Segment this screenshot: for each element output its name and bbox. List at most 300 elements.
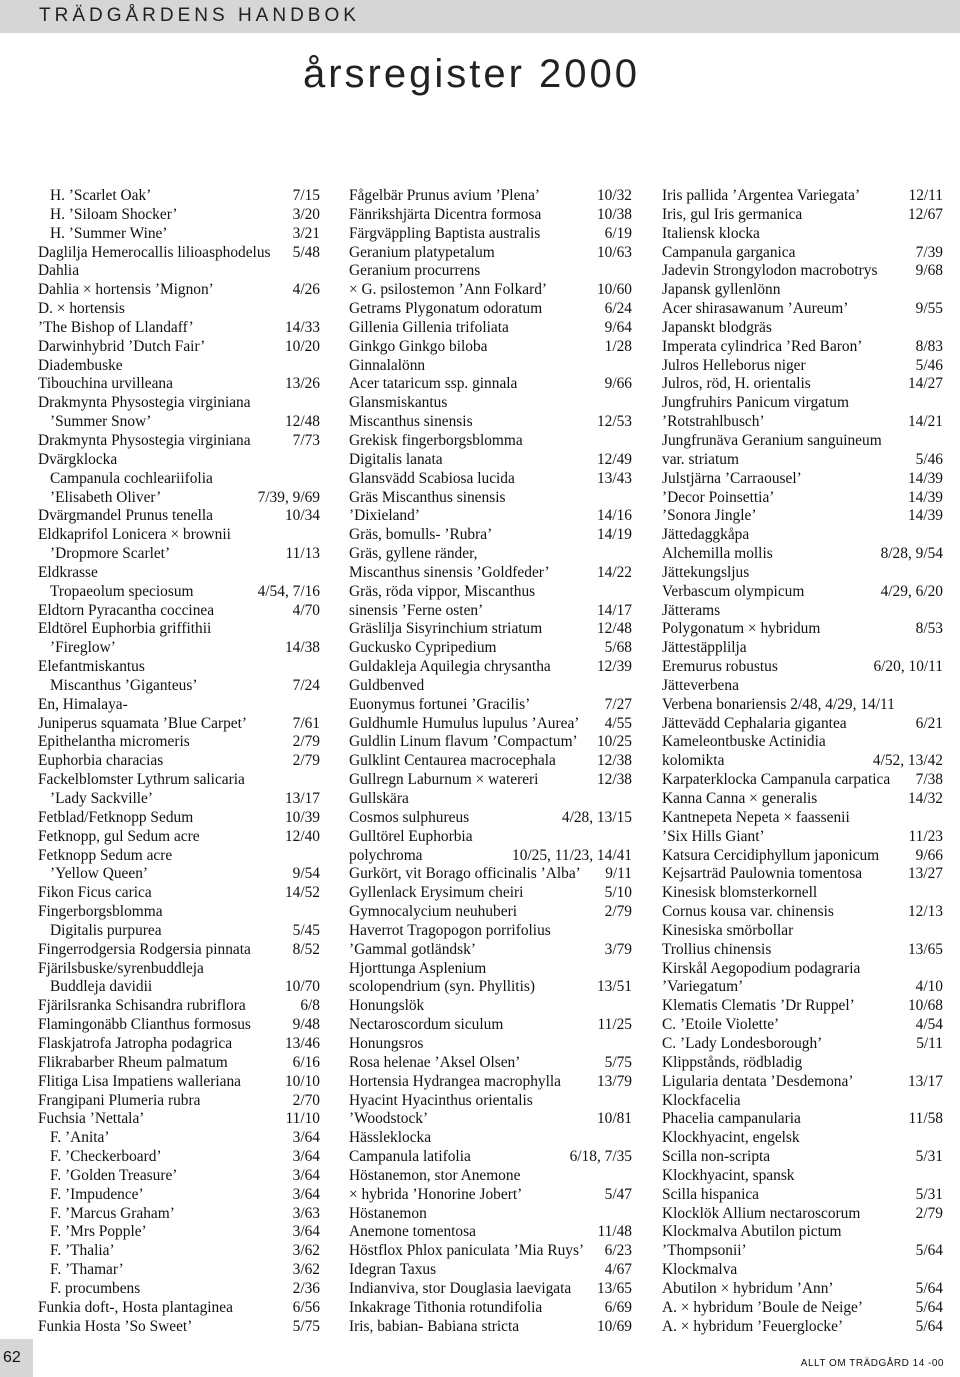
entry-text: Gyllenlack Erysimum cheiri bbox=[349, 884, 524, 902]
entry-text: Klockfacelia bbox=[662, 1091, 741, 1109]
index-entry bbox=[349, 1073, 632, 1092]
entry-page-ref bbox=[939, 696, 943, 715]
index-entry bbox=[662, 413, 943, 432]
index-entry bbox=[38, 1129, 320, 1148]
index-entry bbox=[38, 357, 320, 376]
entry-page-ref: 10/32 bbox=[596, 187, 632, 204]
index-entry bbox=[349, 281, 632, 300]
index-entry bbox=[38, 225, 320, 244]
index-entry bbox=[349, 847, 632, 866]
entry-text: Verbena bonariensis 2/48, 4/29, 14/11 bbox=[662, 695, 895, 713]
index-entry bbox=[349, 696, 632, 715]
entry-page-ref: 14/39 bbox=[907, 507, 943, 525]
index-entry bbox=[662, 545, 943, 564]
entry-text: ’Rotstrahlbusch’ bbox=[662, 413, 765, 431]
entry-page-ref bbox=[628, 583, 632, 602]
entry-text: Juniperus squamata ’Blue Carpet’ bbox=[38, 714, 247, 732]
index-entry bbox=[662, 865, 943, 884]
index-entry bbox=[38, 262, 320, 281]
entry-text: Elefantmiskantus bbox=[38, 658, 145, 676]
entry-text: Julros Helleborus niger bbox=[662, 356, 806, 374]
entry-text: polychroma bbox=[349, 846, 423, 864]
index-entry bbox=[349, 1205, 632, 1224]
index-entry bbox=[662, 489, 943, 508]
entry-text: × G. psilostemon ’Ann Folkard’ bbox=[349, 281, 548, 299]
entry-page-ref bbox=[628, 997, 632, 1016]
entry-page-ref: 4/70 bbox=[292, 601, 320, 619]
entry-page-ref: 10/70 bbox=[284, 978, 320, 996]
entry-text: Cosmos sulphureus bbox=[349, 808, 470, 826]
index-entry bbox=[349, 1110, 632, 1129]
index-entry bbox=[38, 1016, 320, 1035]
entry-page-ref bbox=[316, 696, 320, 715]
entry-text: Miscanthus sinensis ’Goldfeder’ bbox=[349, 563, 550, 581]
index-entry bbox=[349, 602, 632, 621]
index-entry bbox=[349, 1148, 632, 1167]
entry-text: Gullregn Laburnum × watereri bbox=[349, 771, 539, 789]
index-entry bbox=[349, 1261, 632, 1280]
entry-page-ref: 10/69 bbox=[596, 1317, 632, 1335]
entry-page-ref: 7/27 bbox=[604, 695, 632, 713]
index-entry bbox=[349, 1280, 632, 1299]
entry-page-ref: 14/17 bbox=[596, 601, 632, 619]
index-entry bbox=[38, 545, 320, 564]
index-entry bbox=[349, 997, 632, 1016]
entry-text: Fingerrodgersia Rodgersia pinnata bbox=[38, 940, 251, 958]
index-entry bbox=[662, 620, 943, 639]
index-entry bbox=[38, 1261, 320, 1280]
index-entry bbox=[662, 1054, 943, 1073]
entry-page-ref: 4/54, 7/16 bbox=[257, 582, 320, 600]
entry-page-ref: 3/64 bbox=[292, 1185, 320, 1203]
entry-page-ref: 3/79 bbox=[604, 940, 632, 958]
entry-page-ref: 5/64 bbox=[915, 1298, 943, 1316]
entry-text: Fjärilsranka Schisandra rubriflora bbox=[38, 997, 246, 1015]
entry-page-ref: 3/62 bbox=[292, 1242, 320, 1260]
entry-page-ref: 8/53 bbox=[915, 620, 943, 638]
entry-page-ref: 9/11 bbox=[605, 865, 632, 883]
entry-page-ref: 6/21 bbox=[915, 714, 943, 732]
index-entry bbox=[349, 300, 632, 319]
entry-text: Hjorttunga Asplenium bbox=[349, 959, 487, 977]
entry-page-ref bbox=[316, 771, 320, 790]
index-entry bbox=[662, 941, 943, 960]
entry-page-ref: 5/68 bbox=[604, 639, 632, 657]
entry-text: F. ’Thalia’ bbox=[50, 1242, 115, 1260]
entry-page-ref: 14/39 bbox=[907, 488, 943, 506]
entry-text: Ginnalalönn bbox=[349, 356, 426, 374]
entry-text: Jättedaggkåpa bbox=[662, 526, 750, 544]
entry-text: Klockmalva Abutilon pictum bbox=[662, 1223, 842, 1241]
entry-page-ref: 14/16 bbox=[596, 507, 632, 525]
entry-text: Jadevin Strongylodon macrobotrys bbox=[662, 262, 878, 280]
entry-page-ref: 12/53 bbox=[596, 413, 632, 431]
index-entry bbox=[662, 828, 943, 847]
index-entry bbox=[662, 1092, 943, 1111]
index-entry bbox=[662, 1223, 943, 1242]
entry-text: Funkia Hosta ’So Sweet’ bbox=[38, 1317, 193, 1335]
entry-text: ’Woodstock’ bbox=[349, 1110, 429, 1128]
entry-text: Fuchsia ’Nettala’ bbox=[38, 1110, 145, 1128]
entry-page-ref: 12/11 bbox=[908, 187, 943, 204]
entry-page-ref bbox=[939, 1167, 943, 1186]
entry-text: Euonymus fortunei ’Gracilis’ bbox=[349, 695, 531, 713]
entry-text: Honungslök bbox=[349, 997, 425, 1015]
entry-page-ref: 5/48 bbox=[292, 243, 320, 261]
entry-text: Diadembuske bbox=[38, 356, 123, 374]
index-entry bbox=[349, 206, 632, 225]
entry-text: C. ’Etoile Violette’ bbox=[662, 1016, 780, 1034]
index-entry bbox=[662, 281, 943, 300]
index-entry bbox=[662, 375, 943, 394]
index-entry bbox=[38, 1186, 320, 1205]
entry-page-ref: 7/38 bbox=[915, 771, 943, 789]
entry-page-ref bbox=[939, 394, 943, 413]
entry-text: Trollius chinensis bbox=[662, 940, 772, 958]
entry-text: Eldkrasse bbox=[38, 563, 98, 581]
entry-text: Kanna Canna × generalis bbox=[662, 790, 818, 807]
index-entry bbox=[38, 1299, 320, 1318]
entry-page-ref bbox=[939, 1092, 943, 1111]
entry-page-ref: 6/69 bbox=[604, 1298, 632, 1316]
entry-page-ref: 2/79 bbox=[604, 903, 632, 921]
entry-page-ref bbox=[939, 1261, 943, 1280]
index-entry bbox=[662, 1110, 943, 1129]
entry-page-ref bbox=[939, 1054, 943, 1073]
entry-text: Ginkgo Ginkgo biloba bbox=[349, 337, 488, 355]
index-entry bbox=[349, 564, 632, 583]
entry-page-ref: 5/31 bbox=[915, 1185, 943, 1203]
index-entry bbox=[349, 922, 632, 941]
index-entry bbox=[38, 884, 320, 903]
entry-text: Fingerborgsblomma bbox=[38, 903, 163, 921]
entry-page-ref: 5/75 bbox=[292, 1317, 320, 1335]
entry-text: Cornus kousa var. chinensis bbox=[662, 903, 834, 921]
index-entry bbox=[38, 960, 320, 979]
entry-text: Japansk gyllenlönn bbox=[662, 281, 781, 299]
entry-text: Klocklök Allium nectaroscorum bbox=[662, 1204, 861, 1222]
entry-page-ref: 12/49 bbox=[596, 450, 632, 468]
index-entry bbox=[662, 602, 943, 621]
entry-text: Dahlia bbox=[38, 262, 80, 280]
index-entry bbox=[38, 526, 320, 545]
entry-text: Abutilon × hybridum ’Ann’ bbox=[662, 1279, 834, 1297]
entry-page-ref: 14/22 bbox=[596, 563, 632, 581]
entry-text: Anemone tomentosa bbox=[349, 1223, 476, 1241]
entry-page-ref bbox=[316, 526, 320, 545]
index-entry bbox=[349, 545, 632, 564]
index-entry bbox=[349, 470, 632, 489]
header-bar bbox=[0, 0, 960, 33]
index-entry bbox=[38, 978, 320, 997]
entry-text: H. ’Scarlet Oak’ bbox=[50, 187, 152, 204]
index-entry bbox=[38, 1280, 320, 1299]
index-entry bbox=[349, 413, 632, 432]
index-entry bbox=[349, 244, 632, 263]
entry-page-ref: 7/39 bbox=[915, 243, 943, 261]
index-entry bbox=[349, 187, 632, 206]
entry-page-ref: 12/38 bbox=[596, 752, 632, 770]
entry-text: Klockhyacint, engelsk bbox=[662, 1129, 800, 1147]
entry-page-ref: 4/52, 13/42 bbox=[872, 752, 943, 770]
index-entry bbox=[349, 1092, 632, 1111]
index-entry bbox=[349, 338, 632, 357]
entry-text: Gulklint Centaurea macrocephala bbox=[349, 752, 556, 770]
entry-text: F. ’Mrs Popple’ bbox=[50, 1223, 147, 1241]
entry-page-ref bbox=[628, 1035, 632, 1054]
entry-text: Gräs, röda vippor, Miscanthus bbox=[349, 582, 536, 600]
entry-page-ref bbox=[939, 677, 943, 696]
entry-text: F. ’Impudence’ bbox=[50, 1185, 144, 1203]
entry-page-ref bbox=[316, 357, 320, 376]
index-entry bbox=[38, 752, 320, 771]
entry-text: En, Himalaya- bbox=[38, 695, 128, 713]
entry-page-ref: 10/20 bbox=[284, 337, 320, 355]
page-number-box bbox=[0, 1339, 33, 1377]
entry-text: kolomikta bbox=[662, 752, 725, 770]
index-entry bbox=[349, 1299, 632, 1318]
entry-text: Kirskål Aegopodium podagraria bbox=[662, 959, 861, 977]
entry-text: H. ’Siloam Shocker’ bbox=[50, 205, 178, 223]
entry-page-ref bbox=[628, 677, 632, 696]
index-entry bbox=[38, 1205, 320, 1224]
entry-text: Höstanemon bbox=[349, 1204, 427, 1222]
entry-text: F. ’Thamar’ bbox=[50, 1261, 124, 1279]
index-entry bbox=[349, 262, 632, 281]
index-column-3 bbox=[662, 187, 943, 1336]
index-entry bbox=[349, 1318, 632, 1337]
entry-page-ref bbox=[939, 432, 943, 451]
index-entry bbox=[349, 319, 632, 338]
entry-text: Klippstånds, rödbladig bbox=[662, 1053, 803, 1071]
index-entry bbox=[38, 470, 320, 489]
entry-page-ref: 9/48 bbox=[292, 1016, 320, 1034]
entry-text: Gillenia Gillenia trifoliata bbox=[349, 318, 509, 336]
entry-page-ref: 4/67 bbox=[604, 1261, 632, 1279]
entry-page-ref: 2/36 bbox=[292, 1279, 320, 1297]
index-entry bbox=[38, 658, 320, 677]
index-entry bbox=[349, 790, 632, 809]
entry-page-ref bbox=[939, 639, 943, 658]
index-entry bbox=[349, 771, 632, 790]
index-entry bbox=[662, 1261, 943, 1280]
entry-page-ref bbox=[316, 451, 320, 470]
entry-text: F. ’Anita’ bbox=[50, 1129, 110, 1147]
entry-page-ref: 9/66 bbox=[604, 375, 632, 393]
index-entry bbox=[38, 771, 320, 790]
entry-page-ref bbox=[939, 960, 943, 979]
entry-text: Gymnocalycium neuhuberi bbox=[349, 903, 517, 921]
index-entry bbox=[662, 1299, 943, 1318]
entry-page-ref: 6/23 bbox=[604, 1242, 632, 1260]
entry-page-ref: 3/21 bbox=[292, 224, 320, 242]
entry-page-ref: 6/56 bbox=[292, 1298, 320, 1316]
entry-text: Gräs, bomulls- ’Rubra’ bbox=[349, 526, 493, 544]
entry-page-ref bbox=[628, 489, 632, 508]
entry-page-ref: 3/20 bbox=[292, 205, 320, 223]
entry-text: Jättevädd Cephalaria gigantea bbox=[662, 714, 847, 732]
entry-text: Tibouchina urvilleana bbox=[38, 375, 173, 393]
index-entry bbox=[662, 526, 943, 545]
index-entry bbox=[349, 941, 632, 960]
index-entry bbox=[38, 187, 320, 206]
index-entry bbox=[349, 1035, 632, 1054]
index-entry bbox=[662, 394, 943, 413]
index-entry bbox=[38, 1092, 320, 1111]
entry-text: Fänrikshjärta Dicentra formosa bbox=[349, 205, 542, 223]
index-entry bbox=[38, 1110, 320, 1129]
entry-text: ’Dropmore Scarlet’ bbox=[50, 545, 171, 563]
index-entry bbox=[662, 432, 943, 451]
entry-page-ref bbox=[628, 545, 632, 564]
index-entry bbox=[662, 884, 943, 903]
entry-text: Flaskjatrofa Jatropha podagrica bbox=[38, 1034, 233, 1052]
index-entry bbox=[662, 451, 943, 470]
entry-text: Funkia doft-, Hosta plantaginea bbox=[38, 1298, 233, 1316]
index-entry bbox=[662, 1129, 943, 1148]
entry-page-ref bbox=[316, 300, 320, 319]
entry-text: Verbascum olympicum bbox=[662, 582, 805, 600]
entry-page-ref: 6/18, 7/35 bbox=[569, 1148, 632, 1166]
index-entry bbox=[662, 507, 943, 526]
index-entry bbox=[38, 244, 320, 263]
entry-page-ref: 6/19 bbox=[604, 224, 632, 242]
entry-page-ref: 9/64 bbox=[604, 318, 632, 336]
entry-text: Haverrot Tragopogon porrifolius bbox=[349, 921, 551, 939]
entry-page-ref: 4/54 bbox=[915, 1016, 943, 1034]
index-entry bbox=[349, 884, 632, 903]
index-entry bbox=[349, 903, 632, 922]
entry-page-ref: 7/61 bbox=[292, 714, 320, 732]
entry-text: Hässleklocka bbox=[349, 1129, 432, 1147]
entry-page-ref bbox=[939, 602, 943, 621]
entry-text: Hyacint Hyacinthus orientalis bbox=[349, 1091, 533, 1109]
index-entry bbox=[349, 1223, 632, 1242]
page-number: 62 bbox=[3, 1349, 21, 1366]
entry-text: Gräs, gyllene ränder, bbox=[349, 545, 478, 563]
entry-text: ’Elisabeth Oliver’ bbox=[50, 488, 162, 506]
entry-text: ’Yellow Queen’ bbox=[50, 865, 149, 883]
entry-page-ref: 13/27 bbox=[907, 865, 943, 883]
entry-page-ref bbox=[316, 658, 320, 677]
entry-page-ref: 10/63 bbox=[596, 243, 632, 261]
index-entry bbox=[38, 1035, 320, 1054]
entry-page-ref: 14/52 bbox=[284, 884, 320, 902]
entry-text: Miscanthus sinensis bbox=[349, 413, 473, 431]
index-entry bbox=[662, 658, 943, 677]
entry-page-ref bbox=[628, 1167, 632, 1186]
entry-text: Dvärgklocka bbox=[38, 450, 118, 468]
entry-page-ref bbox=[628, 960, 632, 979]
index-entry bbox=[349, 978, 632, 997]
entry-text: A. × hybridum ’Boule de Neige’ bbox=[662, 1298, 864, 1316]
index-entry bbox=[349, 432, 632, 451]
entry-text: Glansmiskantus bbox=[349, 394, 448, 412]
index-entry bbox=[349, 357, 632, 376]
index-entry bbox=[662, 771, 943, 790]
entry-page-ref: 10/60 bbox=[596, 281, 632, 299]
index-entry bbox=[349, 677, 632, 696]
entry-text: Guldakleja Aquilegia chrysantha bbox=[349, 658, 551, 676]
entry-text: Gulltörel Euphorbia bbox=[349, 827, 473, 845]
entry-page-ref bbox=[939, 564, 943, 583]
entry-text: Iris, gul Iris germanica bbox=[662, 205, 803, 223]
entry-text: Kinesiska smörbollar bbox=[662, 921, 794, 939]
index-entry bbox=[662, 583, 943, 602]
entry-page-ref: 13/65 bbox=[907, 940, 943, 958]
index-entry bbox=[349, 507, 632, 526]
index-entry bbox=[38, 1148, 320, 1167]
entry-page-ref: 13/17 bbox=[907, 1072, 943, 1090]
entry-page-ref bbox=[939, 922, 943, 941]
entry-page-ref bbox=[939, 1129, 943, 1148]
entry-text: Höstanemon, stor Anemone bbox=[349, 1166, 521, 1184]
index-entry bbox=[38, 941, 320, 960]
entry-page-ref: 8/28, 9/54 bbox=[880, 545, 943, 563]
entry-text: Tropaeolum speciosum bbox=[50, 582, 194, 600]
entry-text: Frangipani Plumeria rubra bbox=[38, 1091, 201, 1109]
entry-text: Inkakrage Tithonia rotundifolia bbox=[349, 1298, 543, 1316]
index-entry bbox=[38, 507, 320, 526]
entry-text: Dahlia × hortensis ’Mignon’ bbox=[38, 281, 214, 299]
entry-page-ref: 14/33 bbox=[284, 318, 320, 336]
entry-page-ref bbox=[316, 620, 320, 639]
entry-page-ref: 12/67 bbox=[907, 205, 943, 223]
entry-page-ref: 7/73 bbox=[292, 431, 320, 449]
index-entry bbox=[38, 715, 320, 734]
index-entry bbox=[662, 639, 943, 658]
entry-text: Phacelia campanularia bbox=[662, 1110, 801, 1128]
index-entry bbox=[349, 375, 632, 394]
entry-text: Jungfruhirs Panicum virgatum bbox=[662, 394, 849, 412]
index-entry bbox=[38, 790, 320, 809]
entry-page-ref: 7/24 bbox=[292, 676, 320, 694]
entry-text: Digitalis lanata bbox=[349, 450, 443, 468]
entry-text: Jättestäpplilja bbox=[662, 639, 747, 657]
entry-page-ref: 2/79 bbox=[292, 733, 320, 751]
index-entry bbox=[349, 1016, 632, 1035]
entry-page-ref bbox=[628, 1092, 632, 1111]
index-entry bbox=[38, 432, 320, 451]
entry-page-ref bbox=[316, 903, 320, 922]
index-entry bbox=[662, 903, 943, 922]
entry-page-ref bbox=[939, 319, 943, 338]
index-entry bbox=[662, 978, 943, 997]
index-entry bbox=[38, 413, 320, 432]
index-entry bbox=[662, 187, 943, 206]
entry-page-ref bbox=[628, 1129, 632, 1148]
page-title: årsregister 2000 bbox=[302, 52, 640, 96]
entry-text: Alchemilla mollis bbox=[662, 545, 773, 563]
index-entry bbox=[662, 677, 943, 696]
entry-text: Miscanthus ’Giganteus’ bbox=[50, 676, 198, 694]
index-entry bbox=[38, 300, 320, 319]
index-entry bbox=[349, 451, 632, 470]
entry-text: ’Variegatum’ bbox=[662, 978, 744, 996]
entry-page-ref bbox=[316, 470, 320, 489]
entry-page-ref: 14/32 bbox=[907, 790, 943, 807]
index-entry bbox=[662, 244, 943, 263]
entry-page-ref bbox=[939, 281, 943, 300]
entry-page-ref: 5/64 bbox=[915, 1317, 943, 1335]
entry-text: Iris, babian- Babiana stricta bbox=[349, 1317, 520, 1335]
entry-page-ref: 4/29, 6/20 bbox=[880, 582, 943, 600]
index-entry bbox=[349, 733, 632, 752]
entry-text: Campanula cochleariifolia bbox=[50, 469, 213, 487]
index-entry bbox=[38, 997, 320, 1016]
index-entry bbox=[38, 1054, 320, 1073]
index-entry bbox=[349, 1186, 632, 1205]
